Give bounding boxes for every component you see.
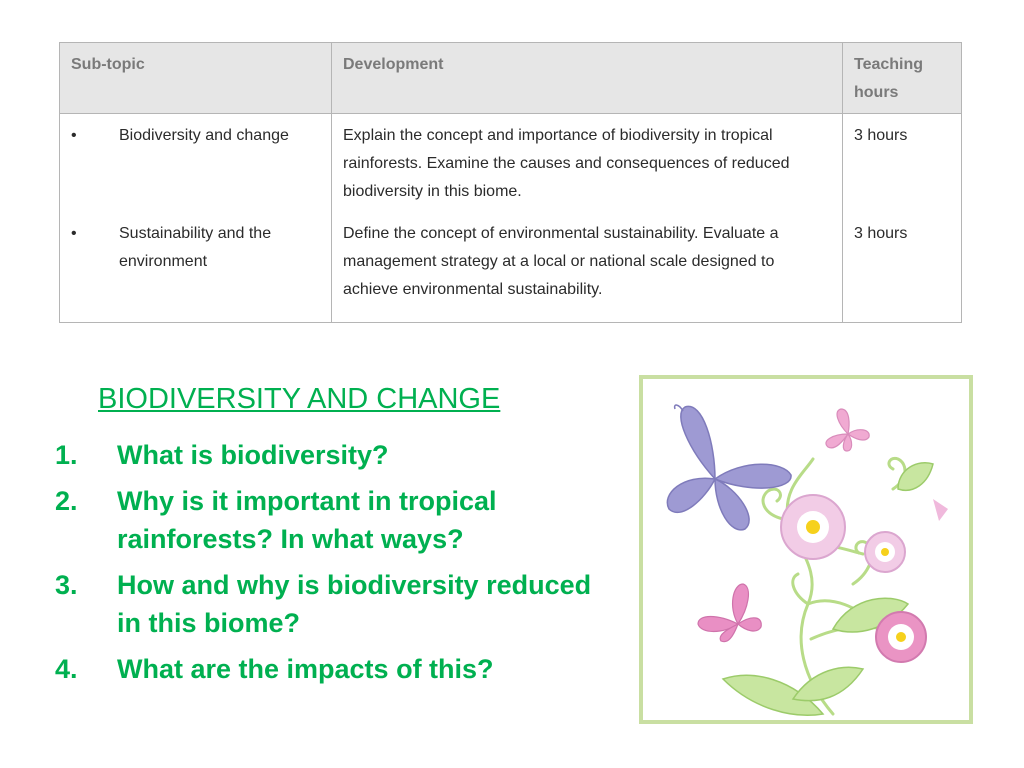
subtopic-cell <box>60 212 332 310</box>
bullet: • <box>71 127 77 144</box>
list-item <box>55 482 615 558</box>
flower-icon <box>781 495 948 662</box>
question-text: What are the impacts of this? <box>117 654 494 684</box>
list-item <box>55 650 615 688</box>
subtopic-cell <box>60 114 332 213</box>
question-text: How and why is biodiversity reduced in this biome? <box>117 570 592 638</box>
list-item <box>55 566 615 642</box>
question-number: 4. <box>55 654 78 684</box>
development-cell: Explain the concept and importance of biodiversity in tropical rainforests. Examine the causes and consequences of reduced biodiversity in this biome. <box>332 114 843 213</box>
question-number: 3. <box>55 570 78 600</box>
butterfly-icon <box>698 584 761 642</box>
stub-cell <box>843 310 962 323</box>
question-list <box>55 436 615 696</box>
question-text: Why is it important in tropical rainforests? In what ways? <box>117 486 497 554</box>
butterfly-icon <box>826 409 869 451</box>
butterfly-icon <box>667 405 791 530</box>
hours-cell: 3 hours <box>843 114 962 213</box>
illustration-frame <box>639 375 973 724</box>
header-subtopic: Sub-topic <box>60 43 332 114</box>
list-item <box>55 436 615 474</box>
question-number: 1. <box>55 440 78 470</box>
table-row <box>60 114 962 213</box>
bullet: • <box>71 225 77 242</box>
syllabus-table <box>59 42 962 323</box>
subtopic-text: Biodiversity and change <box>119 127 289 144</box>
header-development: Development <box>332 43 843 114</box>
section-heading: BIODIVERSITY AND CHANGE <box>98 383 501 415</box>
stub-cell <box>60 310 332 323</box>
header-teaching-hours: Teaching hours <box>843 43 962 114</box>
table-stub-row <box>60 310 962 323</box>
butterfly-flower-illustration <box>643 379 969 720</box>
stub-cell <box>332 310 843 323</box>
table-header-row <box>60 43 962 114</box>
question-number: 2. <box>55 486 78 516</box>
subtopic-text: Sustainability and the environment <box>119 225 272 270</box>
hours-cell: 3 hours <box>843 212 962 310</box>
development-cell: Define the concept of environmental sustainability. Evaluate a management strategy at a local or national scale designed to achieve environmental sustainability. <box>332 212 843 310</box>
question-text: What is biodiversity? <box>117 440 389 470</box>
table-row <box>60 212 962 310</box>
